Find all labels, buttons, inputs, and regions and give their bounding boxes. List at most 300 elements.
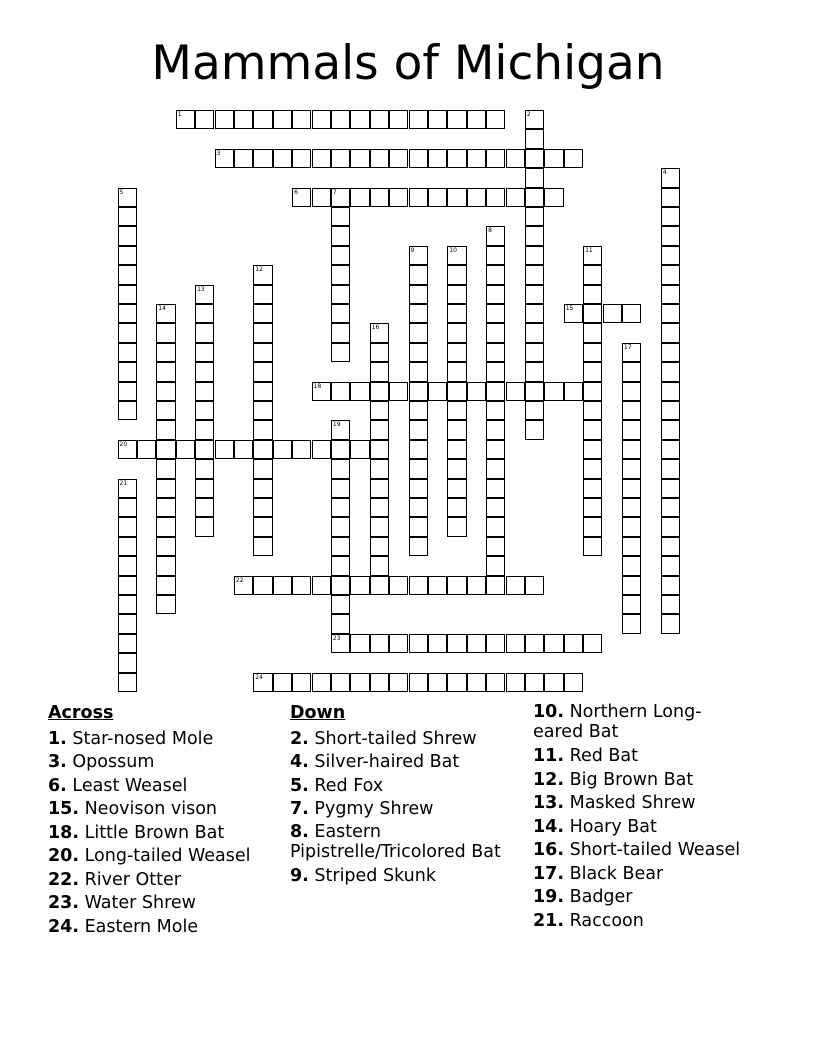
grid-cell[interactable] (409, 149, 428, 168)
grid-cell[interactable] (156, 323, 175, 342)
grid-cell[interactable] (564, 673, 583, 692)
grid-cell[interactable] (331, 440, 350, 459)
grid-cell[interactable] (447, 576, 466, 595)
grid-cell[interactable] (661, 362, 680, 381)
grid-cell[interactable] (312, 110, 331, 129)
grid-cell[interactable] (118, 634, 137, 653)
grid-cell[interactable] (350, 188, 369, 207)
grid-cell[interactable] (447, 517, 466, 536)
grid-cell[interactable] (583, 382, 602, 401)
grid-cell[interactable] (506, 188, 525, 207)
grid-cell[interactable] (583, 343, 602, 362)
grid-cell[interactable] (331, 614, 350, 633)
grid-cell[interactable] (331, 382, 350, 401)
grid-cell[interactable] (118, 323, 137, 342)
grid-cell[interactable] (331, 246, 350, 265)
grid-cell[interactable] (467, 576, 486, 595)
grid-cell[interactable] (409, 246, 428, 265)
grid-cell[interactable] (525, 382, 544, 401)
grid-cell[interactable] (447, 479, 466, 498)
grid-cell[interactable] (447, 498, 466, 517)
grid-cell[interactable] (622, 343, 641, 362)
grid-cell[interactable] (525, 246, 544, 265)
grid-cell[interactable] (564, 149, 583, 168)
grid-cell[interactable] (195, 110, 214, 129)
grid-cell[interactable] (409, 304, 428, 323)
grid-cell[interactable] (486, 537, 505, 556)
grid-cell[interactable] (273, 673, 292, 692)
grid-cell[interactable] (486, 323, 505, 342)
grid-cell[interactable] (486, 634, 505, 653)
grid-cell[interactable] (583, 479, 602, 498)
grid-cell[interactable] (467, 634, 486, 653)
grid-cell[interactable] (603, 304, 622, 323)
grid-cell[interactable] (447, 634, 466, 653)
grid-cell[interactable] (156, 537, 175, 556)
grid-cell[interactable] (486, 285, 505, 304)
grid-cell[interactable] (583, 440, 602, 459)
grid-cell[interactable] (370, 498, 389, 517)
grid-cell[interactable] (253, 517, 272, 536)
grid-cell[interactable] (409, 343, 428, 362)
grid-cell[interactable] (661, 207, 680, 226)
grid-cell[interactable] (622, 595, 641, 614)
grid-cell[interactable] (544, 382, 563, 401)
grid-cell[interactable] (409, 576, 428, 595)
grid-cell[interactable] (253, 673, 272, 692)
grid-cell[interactable] (544, 673, 563, 692)
grid-cell[interactable] (176, 110, 195, 129)
grid-cell[interactable] (234, 576, 253, 595)
grid-cell[interactable] (370, 517, 389, 536)
grid-cell[interactable] (486, 576, 505, 595)
grid-cell[interactable] (525, 149, 544, 168)
grid-cell[interactable] (370, 110, 389, 129)
grid-cell[interactable] (331, 420, 350, 439)
grid-cell[interactable] (622, 420, 641, 439)
grid-cell[interactable] (583, 634, 602, 653)
grid-cell[interactable] (486, 246, 505, 265)
grid-cell[interactable] (350, 149, 369, 168)
grid-cell[interactable] (389, 110, 408, 129)
grid-cell[interactable] (447, 440, 466, 459)
grid-cell[interactable] (195, 382, 214, 401)
grid-cell[interactable] (525, 401, 544, 420)
grid-cell[interactable] (118, 440, 137, 459)
grid-cell[interactable] (156, 517, 175, 536)
grid-cell[interactable] (409, 401, 428, 420)
grid-cell[interactable] (195, 459, 214, 478)
grid-cell[interactable] (486, 673, 505, 692)
grid-cell[interactable] (331, 459, 350, 478)
grid-cell[interactable] (447, 420, 466, 439)
grid-cell[interactable] (409, 265, 428, 284)
grid-cell[interactable] (253, 110, 272, 129)
grid-cell[interactable] (292, 440, 311, 459)
grid-cell[interactable] (370, 479, 389, 498)
grid-cell[interactable] (428, 382, 447, 401)
grid-cell[interactable] (525, 634, 544, 653)
grid-cell[interactable] (176, 440, 195, 459)
grid-cell[interactable] (622, 459, 641, 478)
grid-cell[interactable] (622, 440, 641, 459)
grid-cell[interactable] (292, 673, 311, 692)
grid-cell[interactable] (622, 401, 641, 420)
grid-cell[interactable] (331, 673, 350, 692)
grid-cell[interactable] (253, 401, 272, 420)
grid-cell[interactable] (253, 420, 272, 439)
grid-cell[interactable] (118, 207, 137, 226)
grid-cell[interactable] (583, 537, 602, 556)
grid-cell[interactable] (661, 614, 680, 633)
grid-cell[interactable] (467, 188, 486, 207)
grid-cell[interactable] (661, 576, 680, 595)
grid-cell[interactable] (583, 323, 602, 342)
grid-cell[interactable] (195, 498, 214, 517)
grid-cell[interactable] (331, 517, 350, 536)
grid-cell[interactable] (428, 110, 447, 129)
grid-cell[interactable] (253, 343, 272, 362)
grid-cell[interactable] (409, 382, 428, 401)
grid-cell[interactable] (331, 323, 350, 342)
grid-cell[interactable] (564, 304, 583, 323)
grid-cell[interactable] (331, 595, 350, 614)
grid-cell[interactable] (447, 304, 466, 323)
grid-cell[interactable] (486, 110, 505, 129)
grid-cell[interactable] (312, 149, 331, 168)
grid-cell[interactable] (525, 673, 544, 692)
grid-cell[interactable] (486, 459, 505, 478)
grid-cell[interactable] (156, 382, 175, 401)
grid-cell[interactable] (661, 285, 680, 304)
grid-cell[interactable] (661, 304, 680, 323)
grid-cell[interactable] (273, 110, 292, 129)
grid-cell[interactable] (544, 188, 563, 207)
grid-cell[interactable] (583, 420, 602, 439)
grid-cell[interactable] (661, 479, 680, 498)
grid-cell[interactable] (622, 498, 641, 517)
grid-cell[interactable] (525, 188, 544, 207)
grid-cell[interactable] (118, 595, 137, 614)
grid-cell[interactable] (409, 537, 428, 556)
grid-cell[interactable] (156, 343, 175, 362)
grid-cell[interactable] (156, 304, 175, 323)
grid-cell[interactable] (370, 556, 389, 575)
grid-cell[interactable] (409, 420, 428, 439)
grid-cell[interactable] (583, 265, 602, 284)
grid-cell[interactable] (312, 188, 331, 207)
grid-cell[interactable] (486, 440, 505, 459)
grid-cell[interactable] (661, 382, 680, 401)
grid-cell[interactable] (370, 673, 389, 692)
grid-cell[interactable] (156, 420, 175, 439)
grid-cell[interactable] (370, 440, 389, 459)
grid-cell[interactable] (447, 246, 466, 265)
grid-cell[interactable] (156, 498, 175, 517)
grid-cell[interactable] (409, 285, 428, 304)
grid-cell[interactable] (118, 362, 137, 381)
grid-cell[interactable] (622, 614, 641, 633)
grid-cell[interactable] (389, 382, 408, 401)
grid-cell[interactable] (389, 673, 408, 692)
grid-cell[interactable] (331, 110, 350, 129)
grid-cell[interactable] (583, 459, 602, 478)
grid-cell[interactable] (312, 576, 331, 595)
grid-cell[interactable] (350, 110, 369, 129)
grid-cell[interactable] (331, 226, 350, 245)
grid-cell[interactable] (195, 343, 214, 362)
grid-cell[interactable] (409, 673, 428, 692)
grid-cell[interactable] (312, 382, 331, 401)
grid-cell[interactable] (525, 323, 544, 342)
grid-cell[interactable] (195, 323, 214, 342)
grid-cell[interactable] (331, 304, 350, 323)
grid-cell[interactable] (118, 576, 137, 595)
grid-cell[interactable] (253, 265, 272, 284)
grid-cell[interactable] (583, 246, 602, 265)
grid-cell[interactable] (506, 382, 525, 401)
grid-cell[interactable] (292, 576, 311, 595)
grid-cell[interactable] (486, 556, 505, 575)
grid-cell[interactable] (486, 226, 505, 245)
grid-cell[interactable] (447, 401, 466, 420)
grid-cell[interactable] (370, 323, 389, 342)
grid-cell[interactable] (253, 479, 272, 498)
grid-cell[interactable] (506, 576, 525, 595)
grid-cell[interactable] (622, 479, 641, 498)
grid-cell[interactable] (118, 304, 137, 323)
grid-cell[interactable] (409, 323, 428, 342)
grid-cell[interactable] (486, 343, 505, 362)
grid-cell[interactable] (195, 440, 214, 459)
grid-cell[interactable] (253, 498, 272, 517)
grid-cell[interactable] (661, 498, 680, 517)
grid-cell[interactable] (370, 634, 389, 653)
grid-cell[interactable] (137, 440, 156, 459)
grid-cell[interactable] (350, 634, 369, 653)
grid-cell[interactable] (447, 673, 466, 692)
grid-cell[interactable] (370, 420, 389, 439)
grid-cell[interactable] (409, 498, 428, 517)
grid-cell[interactable] (486, 304, 505, 323)
grid-cell[interactable] (370, 576, 389, 595)
grid-cell[interactable] (661, 343, 680, 362)
grid-cell[interactable] (195, 304, 214, 323)
grid-cell[interactable] (195, 362, 214, 381)
grid-cell[interactable] (661, 168, 680, 187)
grid-cell[interactable] (195, 479, 214, 498)
grid-cell[interactable] (253, 537, 272, 556)
grid-cell[interactable] (525, 420, 544, 439)
grid-cell[interactable] (409, 517, 428, 536)
grid-cell[interactable] (486, 517, 505, 536)
grid-cell[interactable] (331, 285, 350, 304)
grid-cell[interactable] (525, 343, 544, 362)
grid-cell[interactable] (486, 420, 505, 439)
grid-cell[interactable] (389, 576, 408, 595)
grid-cell[interactable] (253, 440, 272, 459)
grid-cell[interactable] (234, 110, 253, 129)
grid-cell[interactable] (525, 207, 544, 226)
grid-cell[interactable] (118, 653, 137, 672)
grid-cell[interactable] (350, 382, 369, 401)
grid-cell[interactable] (622, 556, 641, 575)
grid-cell[interactable] (273, 149, 292, 168)
grid-cell[interactable] (331, 498, 350, 517)
grid-cell[interactable] (292, 110, 311, 129)
grid-cell[interactable] (118, 614, 137, 633)
grid-cell[interactable] (447, 459, 466, 478)
grid-cell[interactable] (331, 634, 350, 653)
grid-cell[interactable] (215, 149, 234, 168)
grid-cell[interactable] (428, 634, 447, 653)
grid-cell[interactable] (215, 440, 234, 459)
grid-cell[interactable] (331, 265, 350, 284)
grid-cell[interactable] (350, 440, 369, 459)
grid-cell[interactable] (253, 149, 272, 168)
grid-cell[interactable] (331, 343, 350, 362)
grid-cell[interactable] (350, 673, 369, 692)
grid-cell[interactable] (312, 440, 331, 459)
grid-cell[interactable] (156, 401, 175, 420)
grid-cell[interactable] (312, 673, 331, 692)
grid-cell[interactable] (195, 285, 214, 304)
grid-cell[interactable] (447, 285, 466, 304)
grid-cell[interactable] (661, 188, 680, 207)
grid-cell[interactable] (622, 362, 641, 381)
grid-cell[interactable] (118, 479, 137, 498)
grid-cell[interactable] (370, 188, 389, 207)
grid-cell[interactable] (583, 517, 602, 536)
grid-cell[interactable] (331, 188, 350, 207)
grid-cell[interactable] (564, 634, 583, 653)
grid-cell[interactable] (215, 110, 234, 129)
grid-cell[interactable] (156, 362, 175, 381)
grid-cell[interactable] (156, 556, 175, 575)
grid-cell[interactable] (622, 382, 641, 401)
grid-cell[interactable] (661, 517, 680, 536)
grid-cell[interactable] (661, 595, 680, 614)
grid-cell[interactable] (447, 149, 466, 168)
grid-cell[interactable] (583, 498, 602, 517)
grid-cell[interactable] (525, 576, 544, 595)
grid-cell[interactable] (486, 265, 505, 284)
grid-cell[interactable] (428, 188, 447, 207)
grid-cell[interactable] (467, 149, 486, 168)
grid-cell[interactable] (370, 362, 389, 381)
grid-cell[interactable] (292, 149, 311, 168)
grid-cell[interactable] (156, 440, 175, 459)
grid-cell[interactable] (661, 265, 680, 284)
grid-cell[interactable] (156, 576, 175, 595)
grid-cell[interactable] (253, 459, 272, 478)
grid-cell[interactable] (118, 343, 137, 362)
grid-cell[interactable] (506, 634, 525, 653)
grid-cell[interactable] (234, 440, 253, 459)
grid-cell[interactable] (118, 556, 137, 575)
grid-cell[interactable] (118, 673, 137, 692)
grid-cell[interactable] (467, 673, 486, 692)
grid-cell[interactable] (331, 537, 350, 556)
grid-cell[interactable] (467, 382, 486, 401)
grid-cell[interactable] (486, 188, 505, 207)
grid-cell[interactable] (370, 149, 389, 168)
grid-cell[interactable] (253, 323, 272, 342)
grid-cell[interactable] (661, 323, 680, 342)
grid-cell[interactable] (389, 188, 408, 207)
grid-cell[interactable] (331, 207, 350, 226)
grid-cell[interactable] (564, 382, 583, 401)
grid-cell[interactable] (409, 362, 428, 381)
grid-cell[interactable] (447, 323, 466, 342)
grid-cell[interactable] (486, 401, 505, 420)
grid-cell[interactable] (486, 498, 505, 517)
grid-cell[interactable] (273, 440, 292, 459)
grid-cell[interactable] (447, 110, 466, 129)
grid-cell[interactable] (253, 382, 272, 401)
grid-cell[interactable] (118, 285, 137, 304)
grid-cell[interactable] (195, 517, 214, 536)
grid-cell[interactable] (583, 285, 602, 304)
grid-cell[interactable] (409, 188, 428, 207)
grid-cell[interactable] (661, 556, 680, 575)
grid-cell[interactable] (661, 537, 680, 556)
grid-cell[interactable] (447, 188, 466, 207)
grid-cell[interactable] (253, 362, 272, 381)
grid-cell[interactable] (370, 459, 389, 478)
grid-cell[interactable] (428, 149, 447, 168)
grid-cell[interactable] (447, 382, 466, 401)
grid-cell[interactable] (428, 673, 447, 692)
grid-cell[interactable] (331, 479, 350, 498)
grid-cell[interactable] (389, 149, 408, 168)
grid-cell[interactable] (544, 149, 563, 168)
grid-cell[interactable] (370, 537, 389, 556)
grid-cell[interactable] (156, 479, 175, 498)
grid-cell[interactable] (583, 304, 602, 323)
grid-cell[interactable] (350, 576, 369, 595)
grid-cell[interactable] (292, 188, 311, 207)
grid-cell[interactable] (370, 401, 389, 420)
grid-cell[interactable] (118, 401, 137, 420)
grid-cell[interactable] (544, 634, 563, 653)
grid-cell[interactable] (467, 110, 486, 129)
grid-cell[interactable] (331, 576, 350, 595)
grid-cell[interactable] (661, 459, 680, 478)
grid-cell[interactable] (253, 285, 272, 304)
grid-cell[interactable] (118, 517, 137, 536)
grid-cell[interactable] (622, 537, 641, 556)
grid-cell[interactable] (118, 188, 137, 207)
grid-cell[interactable] (409, 479, 428, 498)
grid-cell[interactable] (622, 517, 641, 536)
grid-cell[interactable] (525, 168, 544, 187)
grid-cell[interactable] (525, 226, 544, 245)
grid-cell[interactable] (156, 595, 175, 614)
grid-cell[interactable] (486, 382, 505, 401)
grid-cell[interactable] (661, 401, 680, 420)
grid-cell[interactable] (331, 556, 350, 575)
grid-cell[interactable] (118, 265, 137, 284)
grid-cell[interactable] (409, 110, 428, 129)
grid-cell[interactable] (195, 420, 214, 439)
grid-cell[interactable] (525, 362, 544, 381)
grid-cell[interactable] (447, 343, 466, 362)
grid-cell[interactable] (370, 343, 389, 362)
grid-cell[interactable] (273, 576, 292, 595)
grid-cell[interactable] (583, 401, 602, 420)
grid-cell[interactable] (389, 634, 408, 653)
